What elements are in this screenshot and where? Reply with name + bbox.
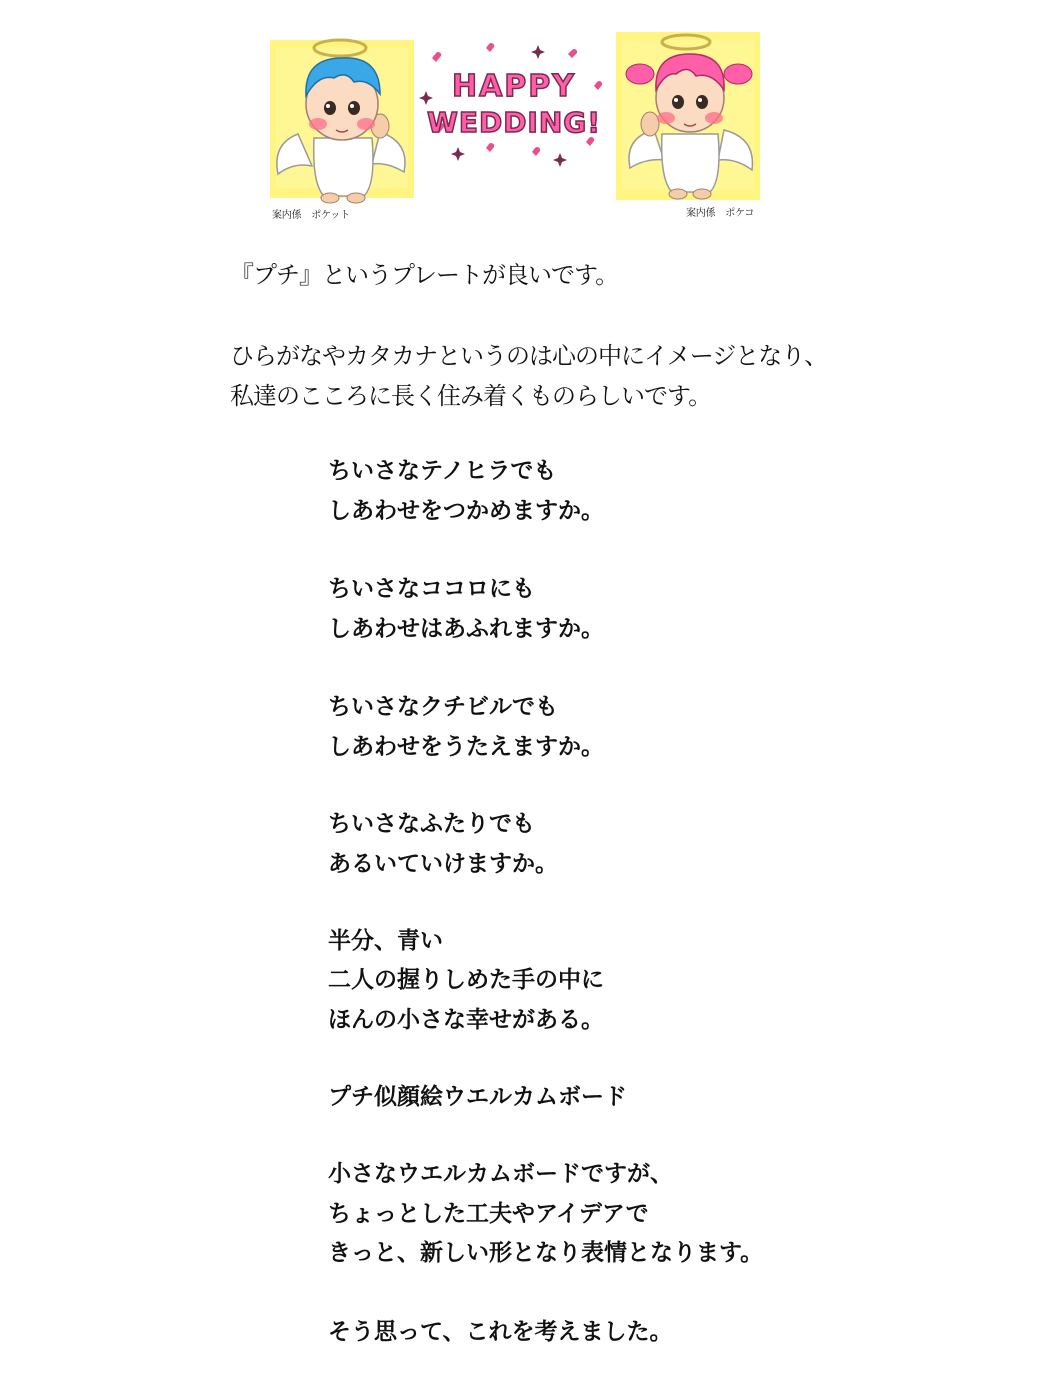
banner-line2: WEDDING! bbox=[426, 106, 602, 139]
caption-right: 案内係 ポケコ bbox=[686, 208, 755, 219]
closing-line: そう思って、これを考えました。 bbox=[328, 1319, 673, 1345]
poem-stanza4-line2: あるいていけますか。 bbox=[328, 851, 558, 877]
poem-stanza1-line2: しあわせをつかめますか。 bbox=[328, 498, 604, 524]
poem-stanza5-line2: 二人の握りしめた手の中に bbox=[328, 967, 604, 993]
description-line-3: きっと、新しい形となり表情となります。 bbox=[328, 1240, 764, 1266]
product-title: プチ似顔絵ウエルカムボード bbox=[328, 1084, 627, 1110]
header-illustration bbox=[262, 26, 767, 222]
description-line-2: ちょっとした工夫やアイデアで bbox=[328, 1201, 649, 1227]
poem-stanza2-line1: ちいさなココロにも bbox=[328, 576, 535, 602]
poem-stanza5-line3: ほんの小さな幸せがある。 bbox=[328, 1007, 604, 1033]
poem-stanza5-line1: 半分、青い bbox=[328, 928, 443, 954]
poem-stanza1-line1: ちいさなテノヒラでも bbox=[328, 458, 557, 484]
description-line-1: 小さなウエルカムボードですが、 bbox=[328, 1161, 673, 1187]
intro-line-3: 私達のこころに長く住み着くものらしいです。 bbox=[230, 382, 712, 410]
happy-wedding-banner bbox=[416, 40, 612, 170]
poem-stanza4-line1: ちいさなふたりでも bbox=[328, 811, 535, 837]
caption-left: 案内係 ポケット bbox=[272, 210, 350, 221]
banner-line1: HAPPY bbox=[451, 69, 577, 104]
poem-stanza3-line1: ちいさなクチビルでも bbox=[328, 694, 558, 720]
boy-angel-illustration bbox=[268, 34, 416, 206]
poem-stanza3-line2: しあわせをうたえますか。 bbox=[328, 734, 604, 760]
intro-line-1: 『プチ』というプレートが良いです。 bbox=[230, 261, 619, 289]
intro-line-2: ひらがなやカタカナというのは心の中にイメージとなり、 bbox=[230, 342, 828, 370]
poem-stanza2-line2: しあわせはあふれますか。 bbox=[328, 616, 604, 642]
girl-angel-illustration bbox=[614, 30, 762, 202]
